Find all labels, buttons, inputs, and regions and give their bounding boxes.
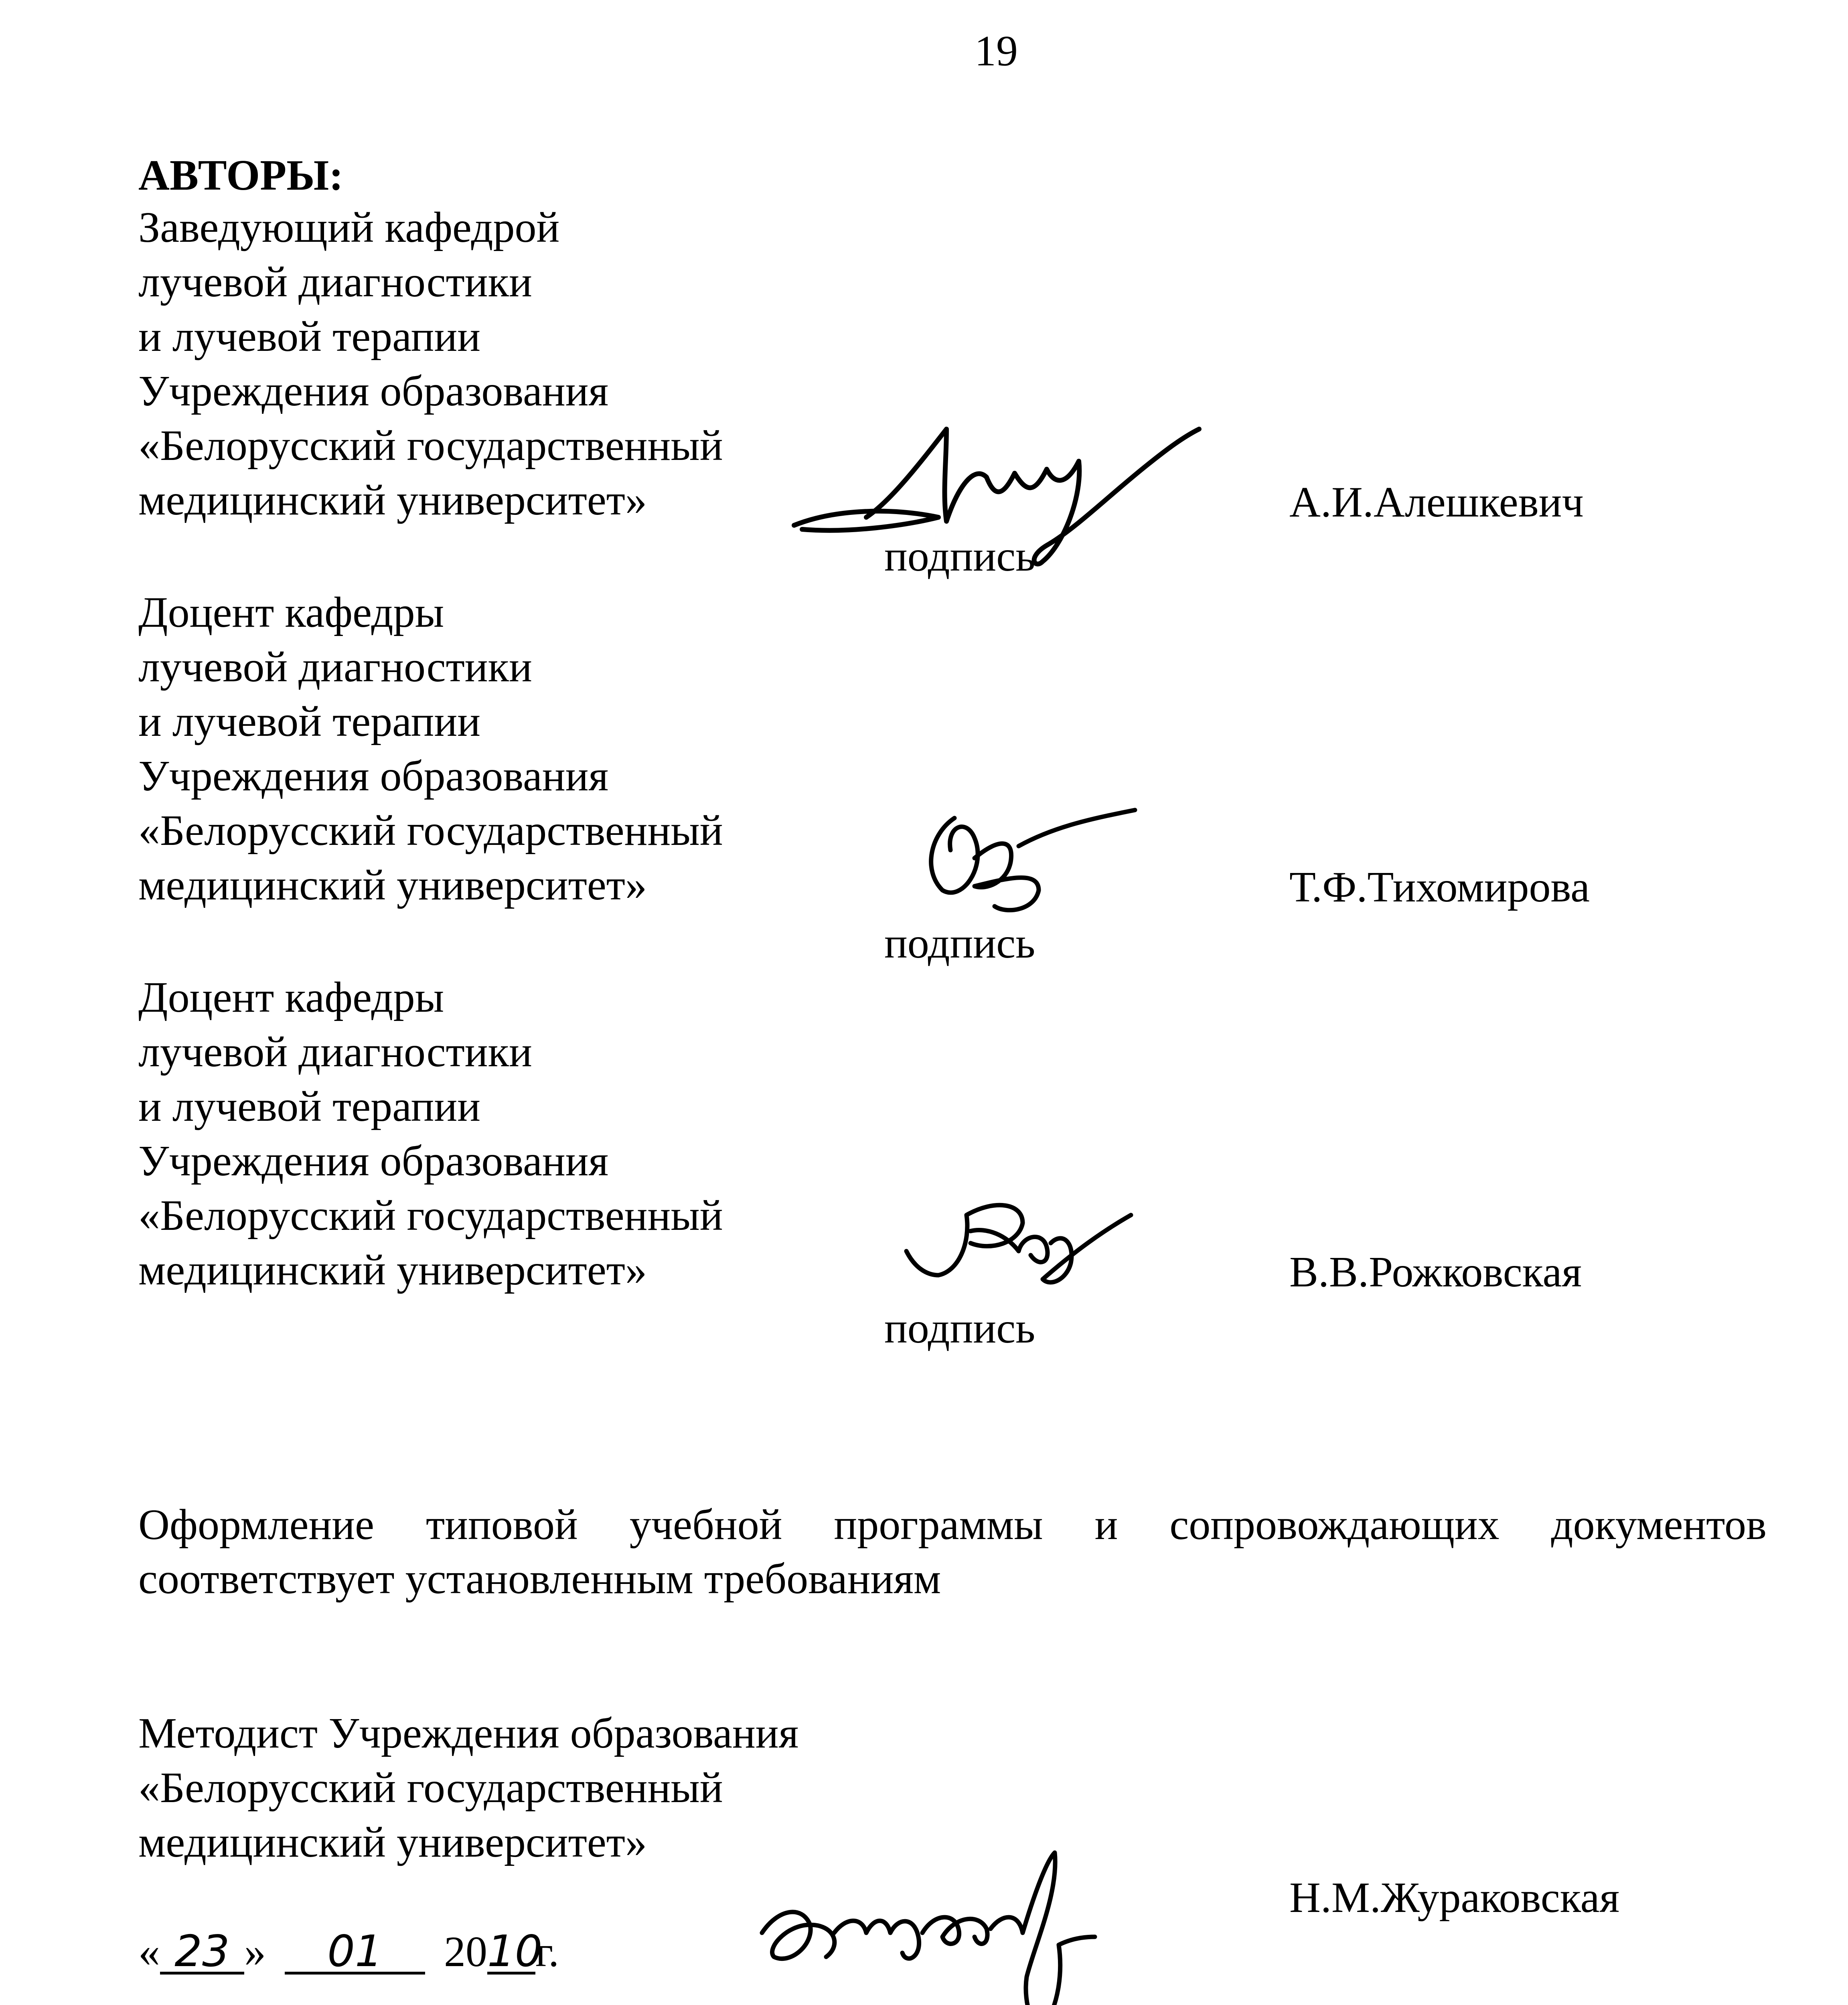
page-number: 19 [975, 27, 1018, 75]
position-line: Учреждения образования [138, 752, 609, 800]
position-line: медицинский университет» [138, 1246, 647, 1294]
signature-caption: подпись [884, 1304, 1035, 1352]
position-line: и лучевой терапии [138, 313, 481, 360]
date-year-prefix: 20 [444, 1928, 487, 1976]
signature-rozhkovskaya [890, 1183, 1139, 1295]
author-2-position [138, 585, 723, 913]
author-2-name: Т.Ф.Тихомирова [1289, 863, 1590, 911]
date-day: 23 [160, 1932, 244, 1975]
position-line: «Белорусский государственный [138, 807, 723, 855]
position-line: «Белорусский государственный [138, 422, 723, 470]
compliance-line-1: Оформление типовой учебной программы и сопровождающих документов [138, 1501, 1767, 1549]
methodist-position [138, 1706, 798, 1870]
position-line: Методист Учреждения образования [138, 1709, 799, 1757]
position-line: «Белорусский государственный [138, 1764, 723, 1812]
position-line: медицинский университет» [138, 476, 647, 524]
position-line: и лучевой терапии [138, 698, 481, 745]
position-line: Учреждения образования [138, 367, 609, 415]
position-line: Заведующий кафедрой [138, 204, 560, 251]
date-open-quote: « [138, 1928, 160, 1976]
position-line: и лучевой терапии [138, 1083, 481, 1130]
date-year-handwritten: 10 [487, 1926, 543, 1977]
position-line: «Белорусский государственный [138, 1192, 723, 1239]
signature-tikhomirova [906, 802, 1147, 922]
position-line: медицинский университет» [138, 1819, 647, 1866]
signature-caption: подпись [884, 919, 1035, 967]
date-close-quote: » [244, 1928, 266, 1976]
author-3-position [138, 970, 723, 1298]
position-line: лучевой диагностики [138, 258, 532, 306]
date-suffix: г. [535, 1928, 559, 1976]
position-line: лучевой диагностики [138, 643, 532, 691]
authors-heading: АВТОРЫ: [138, 152, 344, 199]
position-line: Доцент кафедры [138, 974, 444, 1021]
author-3-name: В.В.Рожковская [1289, 1248, 1582, 1296]
compliance-line-2: соответствует установленным требованиям [138, 1555, 941, 1603]
signature-caption: подпись [884, 533, 1035, 580]
author-1-name: А.И.Алешкевич [1289, 478, 1584, 526]
date-month: 01 [285, 1932, 425, 1975]
methodist-name: Н.М.Жураковская [1289, 1874, 1620, 1922]
position-line: лучевой диагностики [138, 1028, 532, 1076]
position-line: медицинский университет» [138, 861, 647, 909]
signature-zhurakovskaya [754, 1845, 1115, 2005]
position-line: Доцент кафедры [138, 589, 444, 636]
methodist-date [138, 1925, 559, 1979]
author-1-position [138, 200, 723, 528]
position-line: Учреждения образования [138, 1137, 609, 1185]
